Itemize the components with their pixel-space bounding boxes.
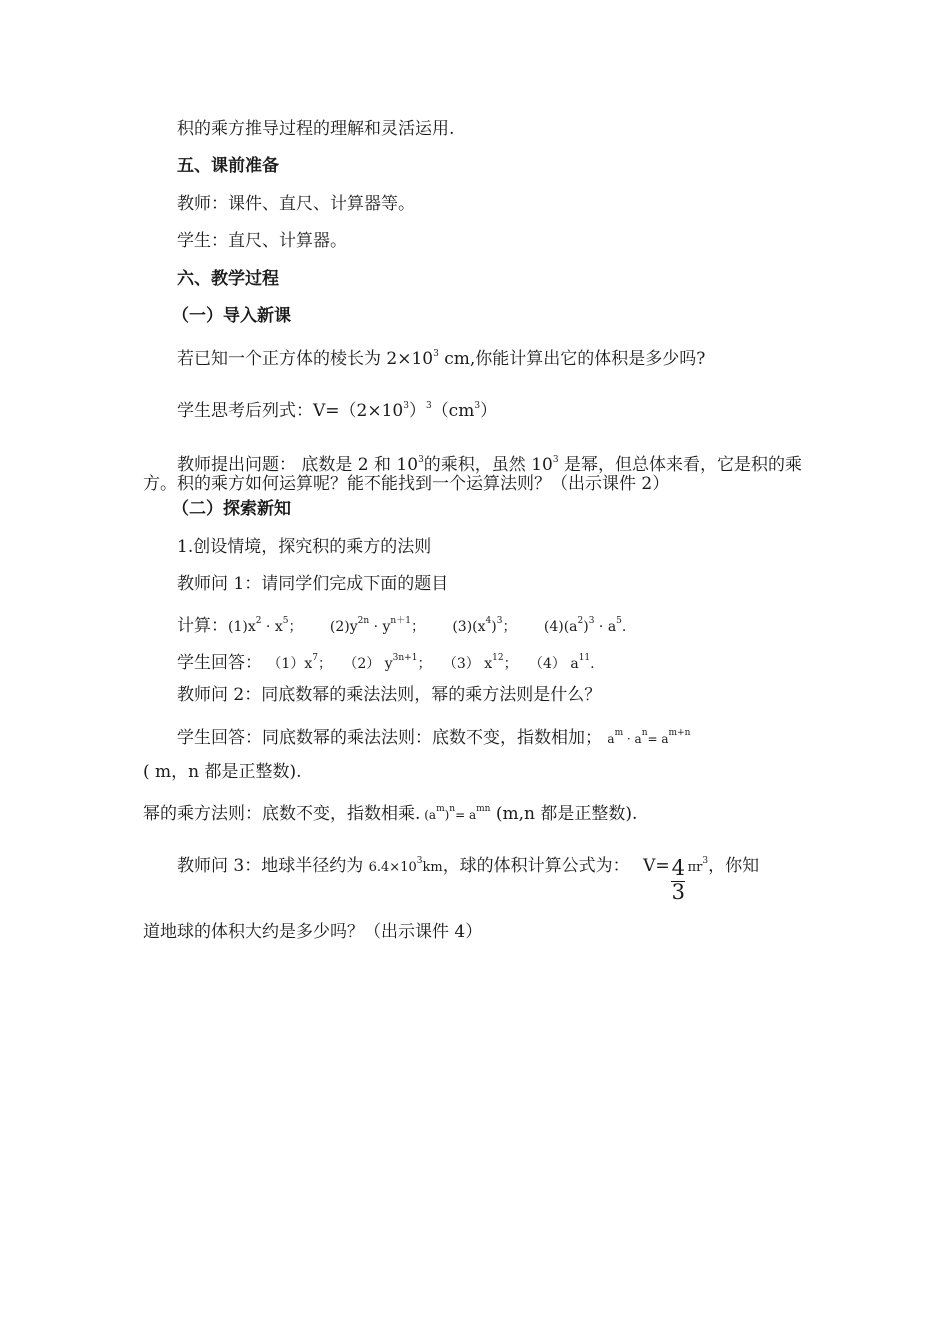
exponent: 2 [255, 616, 262, 626]
product-rule-formula [607, 728, 691, 746]
exponent: 3 [496, 616, 503, 626]
text: （1）x [267, 656, 313, 672]
exponent: m+n [668, 728, 691, 738]
text: a [607, 732, 615, 746]
text: 若已知一个正方体的棱长为 2×10 [177, 349, 434, 369]
text: ) [491, 619, 497, 635]
text: · a [623, 732, 642, 746]
text: ； [503, 656, 518, 672]
text: . [621, 619, 627, 635]
label: 学生回答： [177, 653, 262, 673]
exponent: 3 [474, 401, 481, 411]
numerator: 4 [671, 856, 685, 880]
text: (4)(a [543, 619, 578, 635]
text: 的乘积，虽然 10 [423, 455, 553, 475]
teacher-question-3-line1 [177, 850, 760, 904]
text: . [590, 656, 595, 672]
text: (m,n 都是正整数). [490, 804, 638, 824]
student-answers [177, 647, 595, 675]
teacher-question-1: 教师问 1：请同学们完成下面的题目 [177, 574, 449, 594]
line-1: 积的乘方推导过程的理解和灵活运用. [177, 119, 455, 139]
text: km [422, 860, 443, 875]
text: = a [647, 732, 669, 746]
text: 教师问 3：地球半径约为 [177, 856, 369, 876]
question-cube [177, 343, 705, 370]
denominator: 3 [671, 880, 685, 904]
exponent: mn [476, 804, 491, 814]
text: ） [408, 401, 426, 421]
teacher-question-2: 教师问 2：同底数幂的乘法法则，幂的乘方法则是什么？ [177, 685, 602, 705]
text: · x [261, 619, 283, 635]
teacher-prep: 教师：课件、直尺、计算器等。 [177, 194, 415, 214]
exponent: 3 [552, 455, 559, 465]
text: ，球的体积计算公式为： [442, 856, 630, 876]
earth-radius [368, 856, 443, 875]
calculation-line [177, 610, 626, 638]
text: ) [444, 808, 450, 822]
text: ； [502, 619, 517, 635]
exponent: 11 [578, 653, 591, 663]
text: 学生思考后列式：V=（2×10 [177, 401, 404, 421]
text: ） [480, 401, 498, 421]
exponent: 3 [418, 455, 424, 465]
student-formula [177, 395, 497, 422]
text: cm,你能计算出它的体积是多少吗? [438, 349, 706, 369]
text: 教师提出问题： 底数是 2 和 10 [177, 455, 419, 475]
text: · y [369, 619, 391, 635]
text: 幂的乘方法则：底数不变，指数相乘. [143, 804, 421, 824]
text: ) [583, 619, 589, 635]
text: πr [687, 860, 703, 875]
label: 计算： [177, 616, 228, 636]
student-answer-2-line1 [177, 722, 690, 750]
exponent: 2 [577, 616, 584, 626]
teacher-question-line2: 方。积的乘方如何运算呢？能不能找到一个运算法则？（出示课件 2） [143, 474, 670, 494]
teacher-question-line1 [177, 449, 802, 476]
exponent: 3 [403, 401, 409, 411]
exponent: n [641, 728, 648, 738]
text: (1)x [228, 619, 256, 635]
item-1: 1.创设情境，探究积的乘方的法则 [177, 537, 432, 557]
student-answer-2-line2: ( m，n 都是正整数). [143, 762, 302, 782]
text: (a [420, 808, 437, 822]
exponent: 3 [416, 856, 423, 866]
calc-3 [452, 616, 517, 635]
text: ； [410, 619, 425, 635]
text: 是幂，但总体来看，它是积的乘 [558, 455, 802, 475]
text: （cm [431, 401, 475, 421]
heading-section-6: 六、教学过程 [177, 269, 279, 289]
exponent: 3 [433, 349, 439, 359]
exponent: m [614, 728, 624, 738]
exponent: n＋1 [390, 616, 411, 626]
answer-4 [528, 653, 595, 672]
text: (2)y [329, 619, 358, 635]
sphere-volume-formula [643, 856, 709, 904]
exponent: 5 [616, 616, 622, 626]
exponent: n [449, 804, 456, 814]
text: 6.4×10 [368, 860, 417, 875]
exponent: 12 [492, 653, 504, 663]
power-rule [143, 798, 637, 826]
answer-2 [343, 653, 432, 672]
answer-1 [267, 653, 332, 672]
power-rule-formula [420, 804, 491, 822]
text: (3)(x [452, 619, 486, 635]
text: （4） a [528, 656, 579, 672]
exponent: 3 [702, 856, 709, 866]
text: · a [594, 619, 617, 635]
exponent: 5 [282, 616, 289, 626]
exponent: 2n [357, 616, 370, 626]
text: ； [417, 656, 432, 672]
text: ； [288, 619, 303, 635]
exponent: 3n+1 [392, 653, 418, 663]
fraction [670, 856, 688, 904]
text: （2） y [343, 656, 393, 672]
exponent: 3 [425, 401, 432, 411]
exponent: 3 [588, 616, 595, 626]
answer-3 [442, 653, 518, 672]
text: （3） x [442, 656, 493, 672]
teacher-question-3-line2: 道地球的体积大约是多少吗？（出示课件 4） [143, 922, 483, 942]
exponent: 4 [485, 616, 492, 626]
calc-4 [543, 616, 627, 635]
subheading-explore: （二）探索新知 [172, 499, 291, 519]
exponent: 7 [312, 653, 318, 663]
text: ，你知 [708, 856, 760, 876]
text: 学生回答：同底数幂的乘法法则：底数不变，指数相加； [177, 728, 602, 748]
text: = a [455, 808, 477, 822]
heading-section-5: 五、课前准备 [177, 156, 279, 176]
calc-2 [329, 616, 425, 635]
calc-1 [228, 616, 303, 635]
text: V= [643, 856, 670, 876]
student-prep: 学生：直尺、计算器。 [177, 231, 347, 251]
exponent: m [436, 804, 445, 814]
subheading-intro: （一）导入新课 [172, 306, 291, 326]
text: ； [317, 656, 332, 672]
